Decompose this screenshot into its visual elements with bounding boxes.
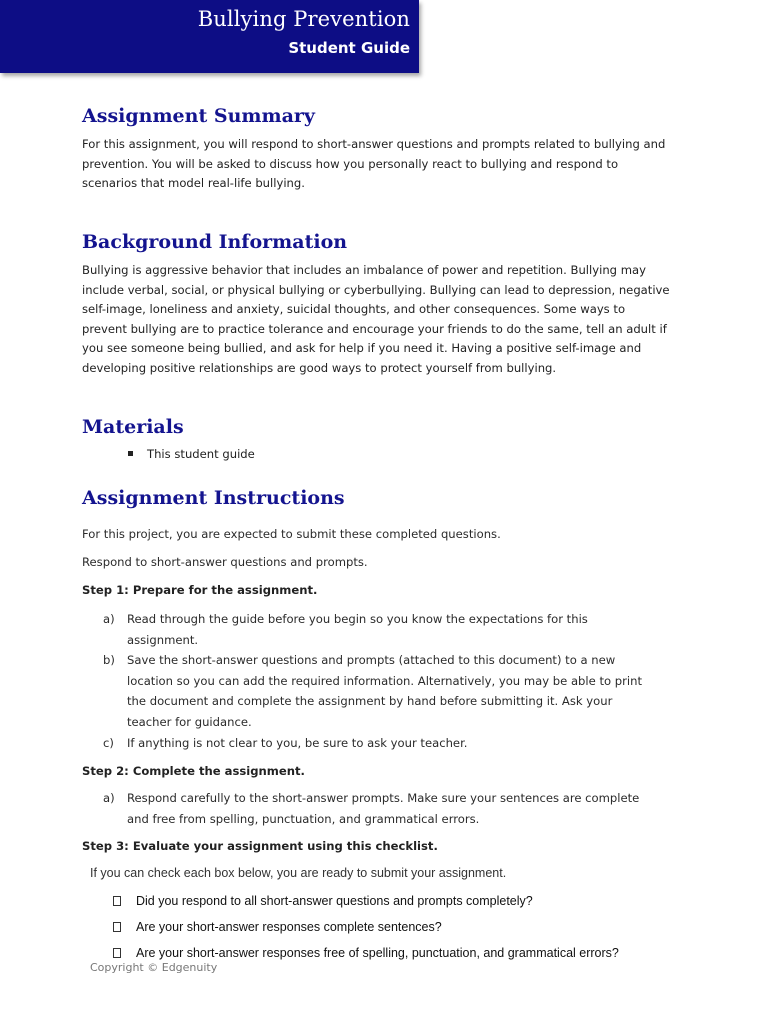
checkbox-icon[interactable] — [113, 922, 121, 932]
item-line: location so you can add the required information. Alternatively, you may be able to print — [127, 673, 643, 688]
background-line: self-image, loneliness and anxiety, suicidal thoughts, and other consequences. Some ways to — [82, 302, 626, 317]
item-line: Respond carefully to the short-answer prompts. Make sure your sentences are complete — [127, 791, 640, 805]
document-title: Bullying Prevention — [197, 7, 410, 31]
summary-line: scenarios that model real-life bullying. — [82, 176, 305, 191]
step-1-item-a — [103, 609, 663, 650]
item-letter: a) — [103, 791, 115, 805]
item-line: the document and complete the assignment by hand before submitting it. Ask your — [127, 694, 613, 709]
background-line: prevent bullying are to practice tolerance and encourage your friends to do the same, tell an adult if — [82, 321, 667, 336]
step-1-label: Step 1: Prepare for the assignment. — [82, 583, 318, 597]
background-line: you see someone being bullied, and ask for help if you need it. Having a positive self-image and — [82, 341, 642, 356]
square-bullet-icon — [128, 451, 133, 456]
item-letter: b) — [103, 653, 115, 667]
background-line: include verbal, social, or physical bullying or cyberbullying. Bullying can lead to depression, negative — [82, 282, 670, 297]
background-line: Bullying is aggressive behavior that includes an imbalance of power and repetition. Bullying may — [82, 263, 646, 277]
checklist-item-text: Are your short-answer responses free of spelling, punctuation, and grammatical errors? — [136, 946, 619, 960]
heading-background-information: Background Information — [82, 231, 348, 253]
step-3-label: Step 3: Evaluate your assignment using this checklist. — [82, 839, 438, 853]
copyright-footer: Copyright © Edgenuity — [90, 961, 218, 974]
heading-assignment-instructions: Assignment Instructions — [82, 487, 345, 509]
summary-line: prevention. You will be asked to discuss how you personally react to bullying and respond to — [82, 156, 619, 171]
heading-assignment-summary: Assignment Summary — [82, 105, 315, 127]
instructions-intro-2: Respond to short-answer questions and prompts. — [82, 555, 368, 569]
instructions-intro: For this project, you are expected to submit these completed questions. — [82, 527, 501, 541]
item-line: teacher for guidance. — [127, 714, 252, 729]
step-2-label: Step 2: Complete the assignment. — [82, 764, 305, 778]
checklist-intro: If you can check each box below, you are ready to submit your assignment. — [90, 866, 507, 880]
materials-list-item — [128, 446, 255, 463]
checklist-item-text: Are your short-answer responses complete sentences? — [136, 920, 442, 934]
checkbox-icon[interactable] — [113, 948, 121, 958]
checklist-item-text: Did you respond to all short-answer questions and prompts completely? — [136, 894, 533, 908]
item-line: assignment. — [127, 632, 199, 647]
checkbox-icon[interactable] — [113, 896, 121, 906]
item-letter: a) — [103, 612, 115, 626]
background-paragraph — [82, 261, 688, 379]
step-1-item-b — [103, 650, 663, 732]
item-letter: c) — [103, 736, 114, 750]
materials-item-text: This student guide — [147, 447, 255, 461]
step-1-item-c — [103, 733, 663, 754]
summary-line: For this assignment, you will respond to short-answer questions and prompts related to bullying and — [82, 137, 666, 151]
summary-paragraph — [82, 135, 688, 194]
background-line: developing positive relationships are good ways to protect yourself from bullying. — [82, 360, 557, 375]
item-line: If anything is not clear to you, be sure to ask your teacher. — [127, 736, 468, 750]
checklist-item — [113, 920, 442, 934]
document-subtitle: Student Guide — [288, 39, 410, 57]
heading-materials: Materials — [82, 416, 184, 438]
item-line: Save the short-answer questions and prompts (attached to this document) to a new — [127, 653, 616, 667]
checklist-item — [113, 946, 619, 960]
header-banner — [0, 0, 419, 73]
step-2-item-a — [103, 788, 663, 829]
item-line: and free from spelling, punctuation, and grammatical errors. — [127, 811, 480, 826]
checklist-item — [113, 894, 533, 908]
item-line: Read through the guide before you begin so you know the expectations for this — [127, 612, 588, 626]
